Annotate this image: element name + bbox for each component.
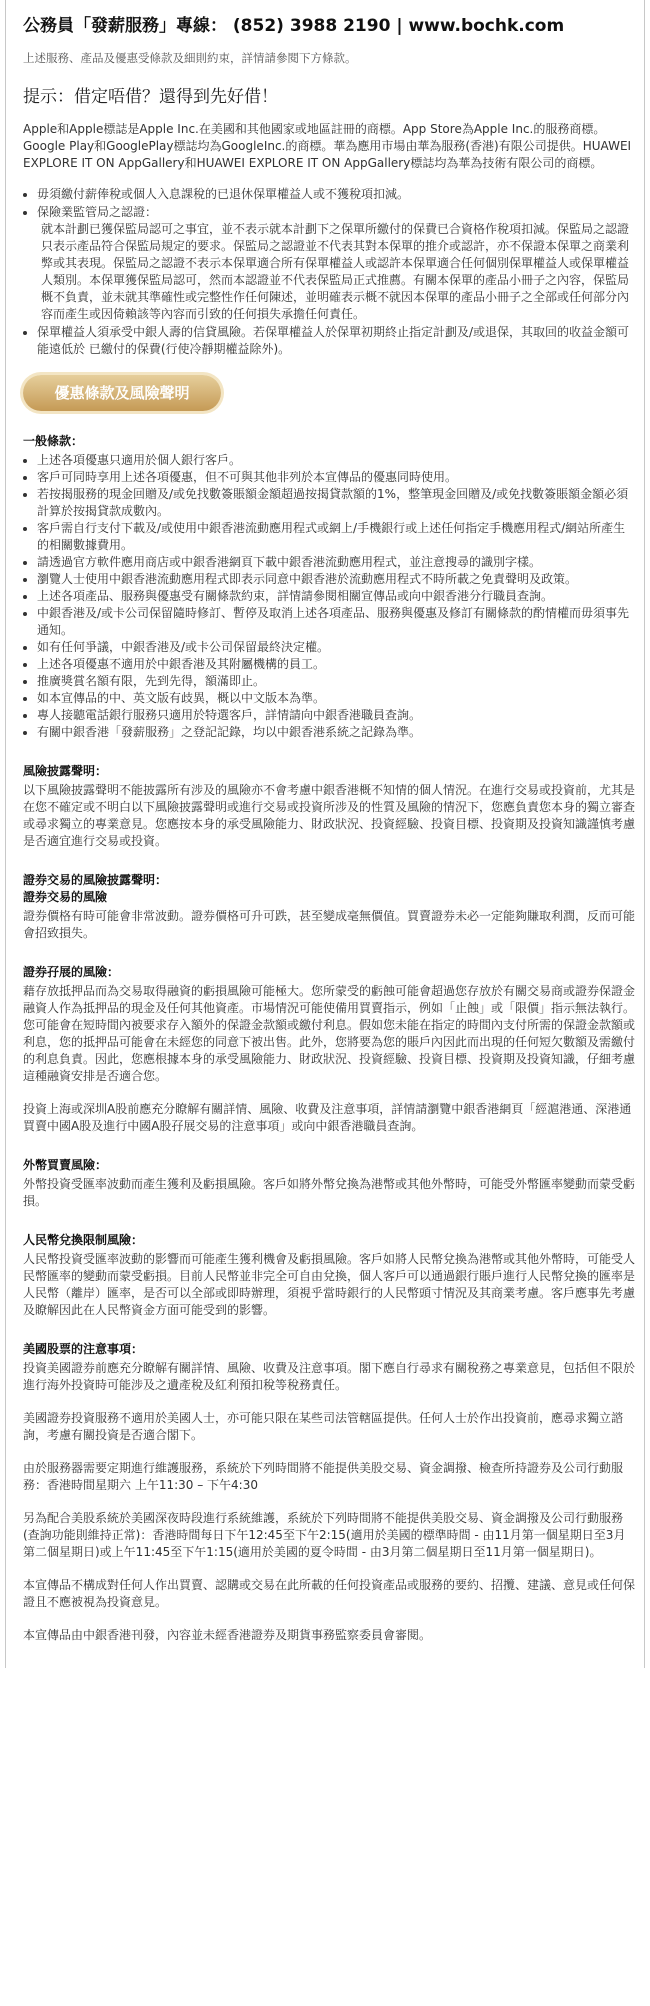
insurance-note-3: • 保單權益人須承受中銀人壽的信貸風險。若保單權益人於保單初期終止指定計劃及/或退保，其取回的收益金額可能遠低於 已繳付的保費(行使冷靜期權益除外)。 bbox=[37, 324, 635, 358]
us-stocks-title: 美國股票的注意事項： bbox=[23, 1342, 144, 1356]
not-an-offer-statement: 本宣傳品不構成對任何人作出買賣、認購或交易在此所載的任何投資產品或服務的要約、招攬、建議、意見或任何保證且不應被視為投資意見。 bbox=[23, 1578, 636, 1609]
general-term: • 上述各項優惠不適用於中銀香港及其附屬機構的員工。 bbox=[37, 656, 635, 673]
general-term: • 請透過官方軟件應用商店或中銀香港網頁下載中銀香港流動應用程式，並注意搜尋的識別字樣。 bbox=[37, 554, 635, 571]
general-terms-list bbox=[23, 452, 635, 741]
borrowing-tip: 提示：借定唔借？還得到先好借！ bbox=[23, 87, 278, 107]
risk-disclosure-body: 以下風險披露聲明不能披露所有涉及的風險亦不會考慮中銀香港概不知情的個人情況。在進行交易或投資前，尤其是在您不確定或不明白以下風險披露聲明或進行交易或投資所涉及的性質及風險的情況下，您應負責您本身的獨立審查或尋求獨立的專業意見。您應按本身的承受風險能力、財政狀況、投資經驗、投資目標、投資期及投資知識謹慎考慮是否適宜進行交易或投資。 bbox=[23, 783, 636, 848]
page bbox=[15, 0, 635, 1668]
general-terms-title: 一般條款： bbox=[23, 434, 84, 448]
margin-risk-title: 證券孖展的風險： bbox=[23, 965, 120, 979]
general-term: • 專人接聽電話銀行服務只適用於特選客戶，詳情請向中銀香港職員查詢。 bbox=[37, 707, 635, 724]
fx-risk-title: 外幣買賣風險： bbox=[23, 1158, 108, 1172]
general-term: • 上述各項優惠只適用於個人銀行客戶。 bbox=[37, 452, 635, 469]
general-term: • 客戶可同時享用上述各項優惠，但不可與其他非列於本宣傳品的優惠同時使用。 bbox=[37, 469, 635, 486]
a-shares-note: 投資上海或深圳A股前應充分瞭解有關詳情、風險、收費及注意事項，詳情請瀏覽中銀香港網頁「經滬港通、深港通買賣中國A股及進行中國A股孖展交易的注意事項」或向中銀香港職員查詢。 bbox=[23, 1102, 632, 1133]
trademark-statement: Apple和Apple標誌是Apple Inc.在美國和其他國家或地區註冊的商標。App Store為Apple Inc.的服務商標。Google Play和GooglePlay標誌均為GoogleInc.的商標。華為應用市場由華為服務(香港)有限公司提供。HUAWEI EXPLORE IT ON AppGallery和HUAWEI EXPLORE IT ON AppGallery標誌均為華為技術有限公司的商標。 bbox=[23, 122, 632, 170]
rmb-risk-title: 人民幣兌換限制風險： bbox=[23, 1233, 144, 1247]
ia-certification-body: 就本計劃已獲保監局認可之事宜，並不表示就本計劃下之保單所繳付的保費已合資格作稅項扣減。保監局之認證只表示產品符合保監局規定的要求。保監局之認證並不代表其對本保單的推介或認許，亦不保證本保單之商業利弊或其表現。保監局之認證不表示本保單適合所有保單權益人或認許本保單適合任何個別保單權益人或保單權益人類別。本保單獲保監局認可，然而本認證並不代表保監局正式推薦。有關本保單的產品小冊子之內容，保監局概不負責，並未就其準確性或完整性作任何陳述，並明確表示概不就因本保單的產品小冊子之全部或任何部分內容而產生或因倚賴該等內容而引致的任何損失承擔任何責任。 bbox=[41, 222, 630, 321]
insurance-note-1: • 毋須繳付薪俸稅或個人入息課稅的已退休保單權益人或不獲稅項扣減。 bbox=[37, 186, 635, 203]
rmb-risk-body: 人民幣投資受匯率波動的影響而可能產生獲利機會及虧損風險。客戶如將人民幣兌換為港幣或其他外幣時，可能受人民幣匯率的變動而蒙受虧損。目前人民幣並非完全可自由兌換，個人客戶可以通過銀行賬戶進行人民幣兌換的匯率是人民幣（離岸）匯率，是否可以全部或即時辦理，須視乎當時銀行的人民幣頭寸情況及其商業考慮。客戶應事先考慮及瞭解因此在人民幣資金方面可能受到的影響。 bbox=[23, 1252, 636, 1317]
hotline-heading: 公務員「發薪服務」專線： (852) 3988 2190 | www.bochk.com bbox=[23, 16, 565, 36]
risk-disclosure-title: 風險披露聲明： bbox=[23, 764, 108, 778]
terms-notice: 上述服務、產品及優惠受條款及細則約束，詳情請參閱下方條款。 bbox=[23, 51, 357, 65]
ia-certification-title: • 保險業監管局之認證： bbox=[37, 205, 158, 219]
general-term: • 如本宣傳品的中、英文版有歧異，概以中文版本為準。 bbox=[37, 690, 635, 707]
general-term: • 如有任何爭議，中銀香港及/或卡公司保留最終決定權。 bbox=[37, 639, 635, 656]
us-stocks-body: 投資美國證券前應充分瞭解有關詳情、風險、收費及注意事項。閣下應自行尋求有關稅務之專業意見，包括但不限於進行海外投資時可能涉及之遺產稅及紅利預扣稅等稅務責任。 bbox=[23, 1361, 636, 1392]
securities-risk-title: 證券交易的風險披露聲明： bbox=[23, 873, 168, 887]
us-stocks-eligibility: 美國證券投資服務不適用於美國人士，亦可能只限在某些司法管轄區提供。任何人士於作出投資前，應尋求獨立諮詢，考慮有關投資是否適合閣下。 bbox=[23, 1411, 624, 1442]
general-term: • 推廣獎賞名額有限，先到先得，額滿即止。 bbox=[37, 673, 635, 690]
us-maintenance-daily: 另為配合美股系統於美國深夜時段進行系統維護，系統於下列時間將不能提供美股交易、資金調撥及公司行動服務(查詢功能則維持正常)：香港時間每日下午12:45至下午2:15(適用於美國的標準時間 - 由11月第一個星期日至3月第二個星期日)或上午11:45至下午1:15(適用於美國的夏令時間 - 由3月第二個星期日至11月第一個星期日)。 bbox=[23, 1511, 626, 1559]
general-term: • 有關中銀香港「發薪服務」之登記記錄，均以中銀香港系統之記錄為準。 bbox=[37, 724, 635, 741]
fx-risk-body: 外幣投資受匯率波動而產生獲利及虧損風險。客戶如將外幣兌換為港幣或其他外幣時，可能受外幣匯率變動而蒙受虧損。 bbox=[23, 1177, 636, 1208]
securities-risk-body: 證券價格有時可能會非常波動。證券價格可升可跌，甚至變成毫無價值。買賣證券未必一定能夠賺取利潤，反而可能會招致損失。 bbox=[23, 909, 636, 940]
general-term: • 瀏覽人士使用中銀香港流動應用程式即表示同意中銀香港於流動應用程式不時所載之免責聲明及政策。 bbox=[37, 571, 635, 588]
securities-risk-subtitle: 證券交易的風險 bbox=[23, 890, 108, 904]
offer-terms-button[interactable]: 優惠條款及風險聲明 bbox=[23, 375, 221, 411]
general-term: • 上述各項產品、服務與優惠受有關條款約束，詳情請參閱相關宣傳品或向中銀香港分行職員查詢。 bbox=[37, 588, 635, 605]
general-term: • 若按揭服務的現金回贈及/或免找數簽賬額金額超過按揭貸款額的1%，整筆現金回贈及/或免找數簽賬額金額必須計算於按揭貸款成數內。 bbox=[37, 486, 635, 520]
insurance-note-2 bbox=[37, 204, 635, 323]
general-term: • 客戶需自行支付下載及/或使用中銀香港流動應用程式或網上/手機銀行或上述任何指定手機應用程式/網站所產生的相關數據費用。 bbox=[37, 520, 635, 554]
general-term: • 中銀香港及/或卡公司保留隨時修訂、暫停及取消上述各項產品、服務與優惠及修訂有關條款的酌情權而毋須事先通知。 bbox=[37, 605, 635, 639]
publisher-statement: 本宣傳品由中銀香港刊發，內容並未經香港證券及期貨事務監察委員會審閱。 bbox=[23, 1628, 432, 1642]
us-maintenance-weekly: 由於服務器需要定期進行維護服務，系統於下列時間將不能提供美股交易、資金調撥、檢查所持證券及公司行動服務：香港時間星期六 上午11:30 – 下午4:30 bbox=[23, 1461, 624, 1492]
insurance-notes bbox=[23, 186, 635, 358]
margin-risk-body: 藉存放抵押品而為交易取得融資的虧損風險可能極大。您所蒙受的虧蝕可能會超過您存放於有關交易商或證券保證金融資人作為抵押品的現金及任何其他資產。市場情況可能使備用買賣指示，例如「止蝕」或「限價」指示無法執行。您可能會在短時間內被要求存入額外的保證金款額或繳付利息。假如您未能在指定的時間內支付所需的保證金款額或利息，您的抵押品可能會在未經您的同意下被出售。此外，您將要為您的賬戶內因此而出現的任何短欠數額及需繳付的利息負責。因此，您應根據本身的承受風險能力、財政狀況、投資經驗、投資目標、投資期及投資知識，仔細考慮這種融資安排是否適合您。 bbox=[23, 984, 636, 1083]
